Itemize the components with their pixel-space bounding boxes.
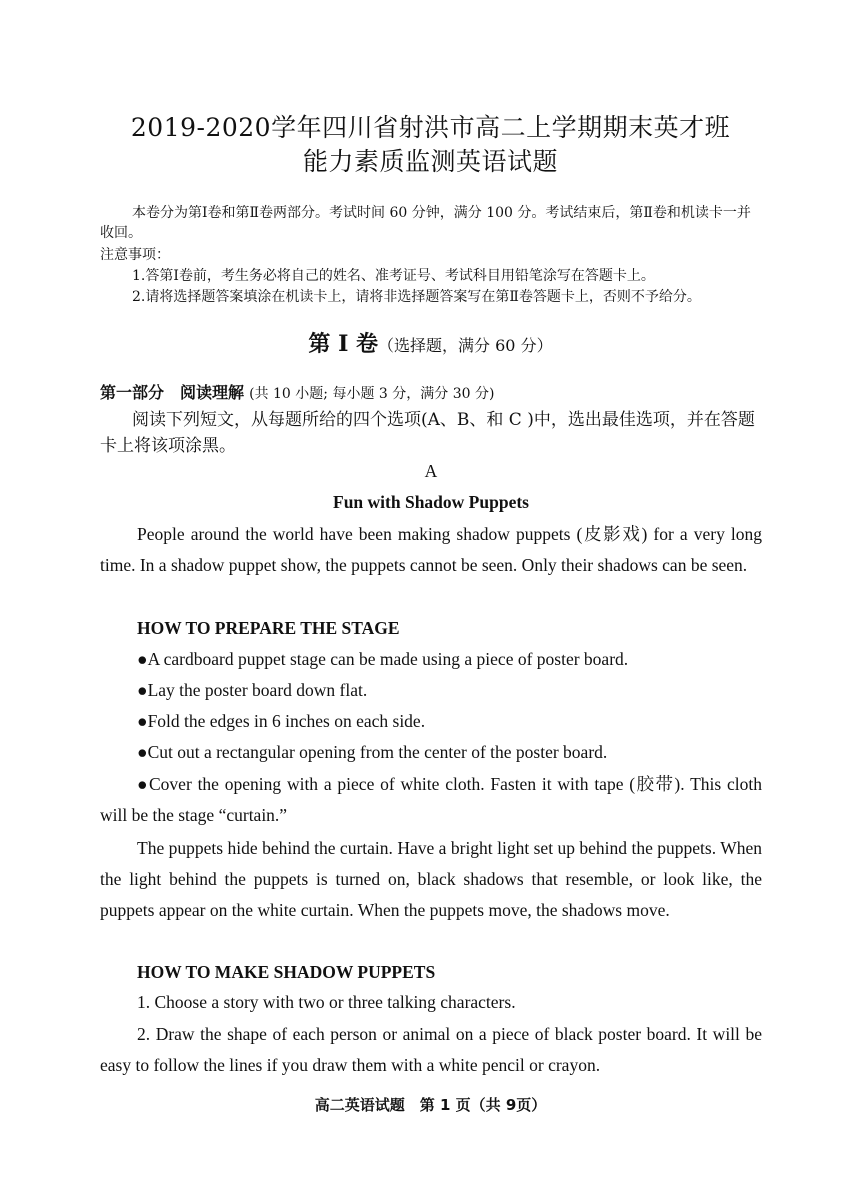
part1-instruction: 阅读下列短文，从每题所给的四个选项(A、B、和 C )中，选出最佳选项，并在答题卡上将该项涂黑。	[100, 410, 755, 456]
notice-item: 2.请将选择题答案填涂在机读卡上，请将非选择题答案写在第Ⅱ卷答题卡上，否则不予给分。	[132, 289, 701, 305]
passage-title: Fun with Shadow Puppets	[333, 492, 529, 512]
passage-paragraph: The puppets hide behind the curtain. Have a bright light set up behind the puppets. When the light behind the puppets is turned on, black shadows that resemble, or look like, the puppets appear on the white curtain. When the puppets move, the shadows move.	[100, 838, 762, 920]
notice-label: 注意事项：	[100, 247, 170, 263]
bullet-item: ●Cover the opening with a piece of white cloth. Fasten it with tape (胶带). This cloth will be the stage “curtain.”	[100, 774, 762, 825]
exam-intro: 本卷分为第Ⅰ卷和第Ⅱ卷两部分。考试时间 60 分钟，满分 100 分。考试结束后，第Ⅱ卷和机读卡一并收回。	[100, 205, 751, 241]
exam-title-line1: 2019-2020学年四川省射洪市高二上学期期末英才班	[130, 113, 731, 142]
passage-letter: A	[424, 461, 438, 481]
part1-title: 第一部分 阅读理解	[100, 383, 245, 402]
notice-item: 1.答第Ⅰ卷前，考生务必将自己的姓名、准考证号、考试科目用铅笔涂写在答题卡上。	[132, 268, 655, 284]
passage-heading: HOW TO PREPARE THE STAGE	[137, 618, 400, 638]
section-subtitle: （选择题，满分 60 分）	[378, 336, 553, 355]
bullet-item: ●Cut out a rectangular opening from the center of the poster board.	[137, 742, 608, 762]
bullet-item: ●Fold the edges in 6 inches on each side.	[137, 711, 426, 731]
bullet-item: ●Lay the poster board down flat.	[137, 680, 368, 700]
section-title-main: 第 I 卷	[308, 331, 379, 357]
step-item: 1. Choose a story with two or three talking characters.	[137, 992, 516, 1012]
step-item: 2. Draw the shape of each person or animal on a piece of black poster board. It will be easy to follow the lines if you draw them with a white pencil or crayon.	[100, 1024, 762, 1075]
bullet-item: ●A cardboard puppet stage can be made using a piece of poster board.	[137, 649, 629, 669]
part1-note: (共 10 小题; 每小题 3 分，满分 30 分)	[249, 386, 495, 402]
exam-title-line2: 能力素质监测英语试题	[302, 147, 558, 176]
part1-heading	[100, 382, 762, 405]
page-footer: 高二英语试题 第 1 页（共 9页）	[314, 1096, 547, 1114]
section-title	[0, 329, 861, 361]
passage-paragraph: People around the world have been making shadow puppets (皮影戏) for a very long time. In a shadow puppet show, the puppets cannot be seen. Only their shadows can be seen.	[100, 524, 762, 575]
passage-heading: HOW TO MAKE SHADOW PUPPETS	[137, 962, 436, 982]
